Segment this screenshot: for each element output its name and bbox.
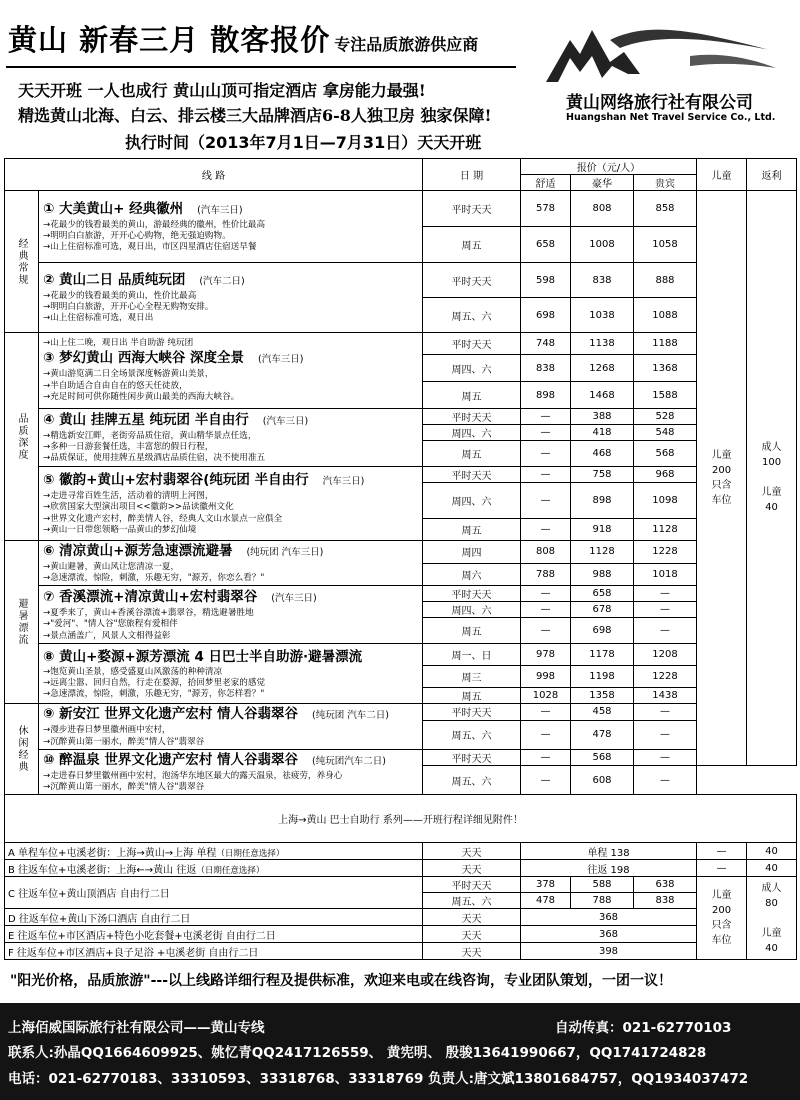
table-row: 周三 998 1198 1228 [5, 666, 797, 688]
route-10: ⑩ 醉温泉 世界文化遗产宏村 情人谷翡翠谷 (纯玩团汽车二日) →走进春日梦里徽州画中宏村，泡汤华东地区最大的露天温泉，祛疲劳，养身心 →沉醉黄山第一丽水，醉美"情人谷"翡翠谷 [39, 749, 423, 794]
table-row: B 往返车位+屯溪老街：上海←→黄山 往返（日期任意选择） 天天 往返 198 — 40 [5, 860, 797, 877]
table-row: 周五、六 698 1038 1088 [5, 298, 797, 333]
category-quality: 品质深度 [5, 333, 39, 541]
route-6: ⑥ 清凉黄山+源芳急速漂流避暑 (纯玩团 汽车三日) →黄山避暑，黄山风让您清凉一夏， →急速漂流，惊险，刺激，乐趣无穷，"源芳，你恋么看？" [39, 541, 423, 586]
table-row: ⑩ 醉温泉 世界文化遗产宏村 情人谷翡翠谷 (纯玩团汽车二日) →走进春日梦里徽州画中宏村，泡汤华东地区最大的露天温泉，祛疲劳，养身心 →沉醉黄山第一丽水，醉美"情人谷"翡翠谷 平时天天 — 568 — [5, 749, 797, 765]
table-row: 经典常规 ① 大美黄山+ 经典徽州 (汽车三日) →花最少的钱看最美的黄山，游最经典的徽州，性价比最高 →明明白白旅游，开开心心购物，绝无强迫购物。 →山上住宿标准可选，观日出，市区四星酒店住宿送早餐 平时天天 578 808 858 儿童 200 只含 车位 成人 100 儿童 40 [5, 191, 797, 227]
comfort-header: 舒适 [521, 175, 571, 191]
route-5: ⑤ 徽韵+黄山+宏村翡翠谷(纯玩团 半自由行 汽车三日) →走进寻常百姓生活，活动着的清明上河图， →欣赏国家大型演出项目<<徽韵>>品读徽州文化 →世界文化遗产宏村，醉美情人谷，经典人文山水景点一应俱全 →黄山一日带您领略一品黄山的梦幻仙境 [39, 467, 423, 541]
footer-contacts: 联系人:孙晶QQ1664609925、姚忆青QQ2417126559、 黄宪明、 殷骏13641990667，QQ1741724828 [8, 1045, 707, 1061]
footer-company: 上海佰威国际旅行社有限公司——黄山专线 [8, 1020, 265, 1036]
table-row: 周五 898 1468 1588 [5, 382, 797, 409]
bus-option-a: A 单程车位+屯溪老街：上海→黄山→上海 单程（日期任意选择） [5, 843, 423, 860]
page-subtitle: 专注品质旅游供应商 [334, 35, 479, 54]
table-row: 休闲经典 ⑨ 新安江 世界文化遗产宏村 情人谷翡翠谷 (纯玩团 汽车二日) →漫步进春日梦里徽州画中宏村， →沉醉黄山第一丽水，醉美"情人谷"翡翠谷 平时天天 — 458 — [5, 704, 797, 720]
table-row: C 往返车位+黄山顶酒店 自由行二日 平时天天 378 588 638 儿童 200 只含 车位 成人 80 儿童 40 [5, 877, 797, 893]
child-price-main: 儿童 200 只含 车位 [697, 191, 747, 766]
table-row: ⑦ 香溪漂流+清凉黄山+宏村翡翠谷 (汽车三日) →夏季来了，黄山+香溪谷漂流+翡翠谷，精选避暑胜地 →"爱河"、"情人谷"您旅程有爱相伴 →景点涵盖广，风景人文相得益彰 平时天天 — 658 — [5, 586, 797, 602]
table-row: 周五 — 698 — [5, 618, 797, 644]
slogan: "阳光价格，品质旅游"---以上线路详细行程及提供标准，欢迎来电或在线咨询，专业团队策划，一团一议！ [10, 973, 673, 989]
bus-option-f: F 往返车位+市区酒店+良子足浴 +屯溪老街 自由行二日 [5, 943, 423, 960]
route-header: 线 路 [5, 159, 423, 191]
tagline-1: 天天开班 一人也成行 黄山山顶可指定酒店 拿房能力最强! [18, 81, 426, 100]
table-row: ⑤ 徽韵+黄山+宏村翡翠谷(纯玩团 半自由行 汽车三日) →走进寻常百姓生活，活动着的清明上河图， →欣赏国家大型演出项目<<徽韵>>品读徽州文化 →世界文化遗产宏村，醉美情人谷，经典人文山水景点一应俱全 →黄山一日带您领略一品黄山的梦幻仙境 平时天天 — 758 968 [5, 467, 797, 483]
rebate-header: 返利 [747, 159, 797, 191]
route-4: ④ 黄山 挂牌五星 纯玩团 半自由行 (汽车三日) →精选新安江畔，老街旁品质住宿，黄山精华景点任选， →多种一日游套餐任选，丰富您的假日行程， →品质保证，使用挂牌五星级酒店品质住宿，决不使用准五 [39, 409, 423, 467]
rebate-bus: 成人 80 儿童 40 [747, 877, 797, 960]
price-table [4, 158, 796, 960]
table-row [5, 795, 797, 843]
route-9: ⑨ 新安江 世界文化遗产宏村 情人谷翡翠谷 (纯玩团 汽车二日) →漫步进春日梦里徽州画中宏村， →沉醉黄山第一丽水，醉美"情人谷"翡翠谷 [39, 704, 423, 749]
child-price-bus: 儿童 200 只含 车位 [697, 877, 747, 960]
table-row: F 往返车位+市区酒店+良子足浴 +屯溪老街 自由行二日 天天 398 [5, 943, 797, 960]
logo-company-name: 黄山网络旅行社有限公司 [566, 93, 753, 113]
table-row: 周四、六 — 898 1098 [5, 483, 797, 519]
child-header: 儿童 [697, 159, 747, 191]
logo-english-name: Huangshan Net Travel Service Co., Ltd. [566, 112, 776, 123]
bus-option-b: B 往返车位+屯溪老街：上海←→黄山 往返（日期任意选择） [5, 860, 423, 877]
route-8: ⑧ 黄山+婺源+源芳漂流 4 日巴士半自助游·避暑漂流 →饱览黄山圣景，感受盛夏山风激荡的种种清凉 →远离尘嚣、回归自然，行走在婺源，拾回梦里老家的感觉 →急速漂流，惊险，刺激，乐趣无穷，"源芳，你怎样看？" [39, 644, 423, 704]
validity-period: 执行时间（2013年7月1日—7月31日）天天开班 [125, 133, 482, 152]
luxury-header: 豪华 [571, 175, 634, 191]
table-row: 周五 1028 1358 1438 [5, 688, 797, 704]
footer-fax: 自动传真：021-62770103 [555, 1020, 732, 1036]
table-row: 品质深度 →山上住二晚，观日出 半自助游 纯玩团 ③ 梦幻黄山 西海大峡谷 深度全景 (汽车三日) →黄山游览满二日全场景深度畅游黄山美景， →半自助适合自由自在的悠天任徒放， →充足时间可供你随性闲步黄山最美的西海大峡谷。 平时天天 748 1138 1188 [5, 333, 797, 355]
table-row: ② 黄山二日 品质纯玩团 (汽车二日) →花最少的钱看最美的黄山，性价比最高 →明明白白旅游，开开心心全程无购物安排。 →山上住宿标准可选，观日出 平时天天 598 838 888 [5, 263, 797, 298]
table-row: ⑧ 黄山+婺源+源芳漂流 4 日巴士半自助游·避暑漂流 →饱览黄山圣景，感受盛夏山风激荡的种种清凉 →远离尘嚣、回归自然，行走在婺源，拾回梦里老家的感觉 →急速漂流，惊险，刺激，乐趣无穷，"源芳，你怎样看？" 周一、日 978 1178 1208 [5, 644, 797, 666]
table-row: 周五 — 918 1128 [5, 519, 797, 541]
table-row: 周五、六 478 788 838 [5, 893, 797, 909]
bus-option-c: C 往返车位+黄山顶酒店 自由行二日 [5, 877, 423, 909]
category-summer: 避暑漂流 [5, 541, 39, 704]
bus-option-e: E 往返车位+市区酒店+特色小吃套餐+屯溪老街 自由行二日 [5, 926, 423, 943]
table-row: 周四、六 — 678 — [5, 602, 797, 618]
table-row: D 往返车位+黄山下汤口酒店 自由行二日 天天 368 [5, 909, 797, 926]
route-1: ① 大美黄山+ 经典徽州 (汽车三日) →花最少的钱看最美的黄山，游最经典的徽州，性价比最高 →明明白白旅游，开开心心购物，绝无强迫购物。 →山上住宿标准可选，观日出，市区四星酒店住宿送早餐 [39, 191, 423, 263]
header [0, 0, 800, 150]
table-row: 周四、六 — 418 548 [5, 425, 797, 441]
table-row: 周五、六 — 478 — [5, 720, 797, 749]
category-classic: 经典常规 [5, 191, 39, 333]
route-7: ⑦ 香溪漂流+清凉黄山+宏村翡翠谷 (汽车三日) →夏季来了，黄山+香溪谷漂流+翡翠谷，精选避暑胜地 →"爱河"、"情人谷"您旅程有爱相伴 →景点涵盖广，风景人文相得益彰 [39, 586, 423, 644]
bus-series-banner: 上海→黄山 巴士自助行 系列——开班行程详细见附件！ [5, 795, 797, 843]
route-2: ② 黄山二日 品质纯玩团 (汽车二日) →花最少的钱看最美的黄山，性价比最高 →明明白白旅游，开开心心全程无购物安排。 →山上住宿标准可选，观日出 [39, 263, 423, 333]
vip-header: 贵宾 [634, 175, 697, 191]
company-logo [540, 22, 795, 132]
page-title: 黄山 新春三月 散客报价 专注品质旅游供应商 [8, 23, 479, 57]
date-header: 日 期 [423, 159, 521, 191]
table-row: 周四、六 838 1268 1368 [5, 355, 797, 382]
mountain-logo-icon [540, 22, 780, 88]
table-row: 周五 — 468 568 [5, 441, 797, 467]
table-row: E 往返车位+市区酒店+特色小吃套餐+屯溪老街 自由行二日 天天 368 [5, 926, 797, 943]
table-row: 周六 788 988 1018 [5, 563, 797, 586]
table-row: 周五 658 1008 1058 [5, 227, 797, 263]
category-leisure: 休闲经典 [5, 704, 39, 795]
table-row: 周五、六 — 608 — [5, 765, 797, 794]
rebate-main: 成人 100 儿童 40 [747, 191, 797, 766]
table-row: A 单程车位+屯溪老街：上海→黄山→上海 单程（日期任意选择） 天天 单程 138 — 40 [5, 843, 797, 860]
footer [0, 1003, 800, 1100]
title-divider [6, 66, 516, 68]
price-header: 报价（元/人） [521, 159, 697, 175]
tagline-2: 精选黄山北海、白云、排云楼三大品牌酒店6-8人独卫房 独家保障! [18, 106, 492, 125]
route-3: →山上住二晚，观日出 半自助游 纯玩团 ③ 梦幻黄山 西海大峡谷 深度全景 (汽车三日) →黄山游览满二日全场景深度畅游黄山美景， →半自助适合自由自在的悠天任徒放， →充足时间可供你随性闲步黄山最美的西海大峡谷。 [39, 333, 423, 409]
bus-option-d: D 往返车位+黄山下汤口酒店 自由行二日 [5, 909, 423, 926]
footer-phones: 电话：021-62770183、33310593、33318768、33318769 负责人:唐文斌13801684757，QQ1934037472 [8, 1071, 749, 1087]
table-row: 避暑漂流 ⑥ 清凉黄山+源芳急速漂流避暑 (纯玩团 汽车三日) →黄山避暑，黄山风让您清凉一夏， →急速漂流，惊险，刺激，乐趣无穷，"源芳，你恋么看？" 周四 808 1128 1228 [5, 541, 797, 564]
table-row: ④ 黄山 挂牌五星 纯玩团 半自由行 (汽车三日) →精选新安江畔，老街旁品质住宿，黄山精华景点任选， →多种一日游套餐任选，丰富您的假日行程， →品质保证，使用挂牌五星级酒店品质住宿，决不使用准五 平时天天 — 388 528 [5, 409, 797, 425]
